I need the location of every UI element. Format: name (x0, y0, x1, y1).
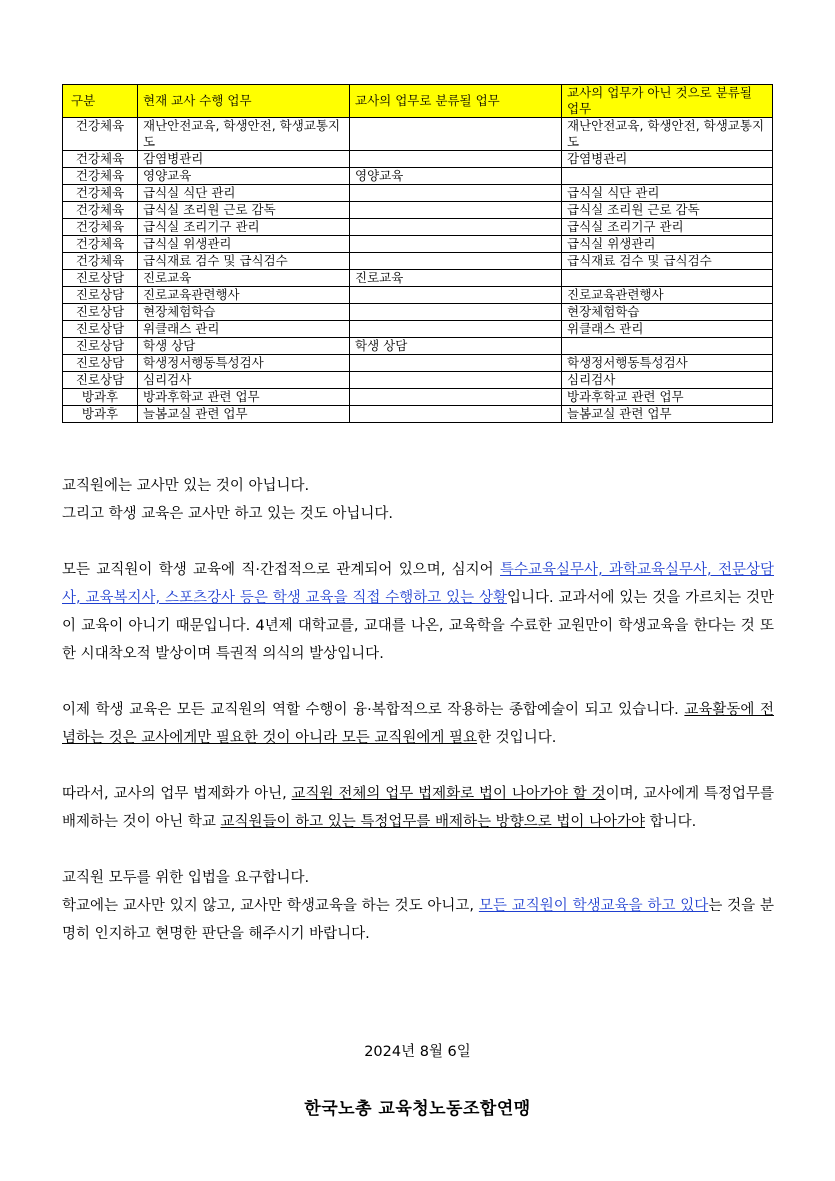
cell-current-duty: 급식실 위생관리 (138, 236, 350, 253)
text-segment: 한 것입니다. (477, 730, 557, 746)
table-row (63, 236, 773, 253)
cell-current-duty: 현장체험학습 (138, 304, 350, 321)
header-current-duties: 현재 교사 수행 업무 (138, 85, 350, 118)
cell-current-duty: 학생정서행동특성검사 (138, 355, 350, 372)
text-line: 교직원에는 교사만 있는 것이 아닙니다. (62, 478, 310, 494)
cell-teacher-duty (350, 406, 562, 423)
organization-name: 한국노총 교육청노동조합연맹 (304, 1099, 531, 1119)
cell-current-duty: 진로교육 (138, 270, 350, 287)
highlight-all-staff: 모든 교직원이 학생교육을 하고 있다 (478, 898, 709, 914)
cell-teacher-duty: 학생 상담 (350, 338, 562, 355)
table-row (63, 185, 773, 202)
paragraph-intro (62, 472, 774, 528)
table-row (63, 118, 773, 151)
cell-non-teacher-duty: 진로교육관련행사 (562, 287, 773, 304)
cell-non-teacher-duty: 심리검사 (562, 372, 773, 389)
cell-non-teacher-duty: 급식재료 검수 및 급식검수 (562, 253, 773, 270)
cell-category: 건강체육 (63, 151, 138, 168)
cell-non-teacher-duty: 학생정서행동특성검사 (562, 355, 773, 372)
cell-category: 진로상담 (63, 372, 138, 389)
cell-current-duty: 재난안전교육, 학생안전, 학생교통지도 (138, 118, 350, 151)
cell-teacher-duty (350, 202, 562, 219)
cell-current-duty: 방과후학교 관련 업무 (138, 389, 350, 406)
table-row (63, 270, 773, 287)
cell-category: 진로상담 (63, 321, 138, 338)
table-row (63, 287, 773, 304)
cell-non-teacher-duty: 방과후학교 관련 업무 (562, 389, 773, 406)
cell-teacher-duty: 영양교육 (350, 168, 562, 185)
cell-teacher-duty (350, 355, 562, 372)
table-header-row (63, 85, 773, 118)
cell-current-duty: 심리검사 (138, 372, 350, 389)
cell-current-duty: 급식재료 검수 및 급식검수 (138, 253, 350, 270)
table-row (63, 321, 773, 338)
paragraph-legislation (62, 780, 774, 836)
cell-teacher-duty (350, 304, 562, 321)
cell-teacher-duty (350, 372, 562, 389)
table-row (63, 372, 773, 389)
cell-current-duty: 늘봄교실 관련 업무 (138, 406, 350, 423)
cell-category: 건강체육 (63, 219, 138, 236)
cell-teacher-duty (350, 253, 562, 270)
cell-category: 건강체육 (63, 185, 138, 202)
text-segment: 합니다. (644, 814, 697, 830)
underlined-emphasis: 교직원들이 하고 있는 특정업무를 배제하는 방향으로 법이 나아가야 (220, 814, 645, 830)
cell-teacher-duty (350, 151, 562, 168)
cell-teacher-duty (350, 185, 562, 202)
text-segment: 는 것을 분명히 인지하고 현명한 판단을 해주시기 바랍니다. (62, 898, 775, 942)
cell-category: 진로상담 (63, 304, 138, 321)
cell-current-duty: 학생 상담 (138, 338, 350, 355)
header-category: 구분 (63, 85, 138, 118)
table-row (63, 406, 773, 423)
cell-category: 방과후 (63, 389, 138, 406)
cell-non-teacher-duty: 위클래스 관리 (562, 321, 773, 338)
text-segment: 따라서, 교사의 업무 법제화가 아닌, (62, 786, 292, 802)
table-row (63, 304, 773, 321)
cell-current-duty: 진로교육관련행사 (138, 287, 350, 304)
cell-non-teacher-duty: 급식실 조리원 근로 감독 (562, 202, 773, 219)
text-line: 그리고 학생 교육은 교사만 하고 있는 것도 아닙니다. (62, 506, 394, 522)
cell-current-duty: 영양교육 (138, 168, 350, 185)
cell-category: 진로상담 (63, 287, 138, 304)
text-segment: 모든 교직원이 학생 교육에 직·간접적으로 관계되어 있으며, 심지어 (62, 562, 501, 578)
cell-current-duty: 급식실 조리기구 관리 (138, 219, 350, 236)
statement-body (62, 472, 774, 948)
table-row (63, 151, 773, 168)
cell-non-teacher-duty: 급식실 식단 관리 (562, 185, 773, 202)
cell-teacher-duty: 진로교육 (350, 270, 562, 287)
text-segment: 이며, 교사에게 특정업무를 배제하는 것이 아닌 학교 (62, 786, 774, 830)
underlined-emphasis: 교육활동에 전념하는 것은 교사에게만 필요한 것이 아니라 모든 교직원에게 필요 (62, 702, 774, 746)
underlined-emphasis: 교직원 전체의 업무 법제화로 법이 나아가야 할 것 (291, 786, 606, 802)
header-teacher-duties: 교사의 업무로 분류될 업무 (350, 85, 562, 118)
cell-teacher-duty (350, 118, 562, 151)
cell-teacher-duty (350, 287, 562, 304)
cell-category: 건강체육 (63, 118, 138, 151)
table-row (63, 355, 773, 372)
cell-category: 건강체육 (63, 168, 138, 185)
cell-current-duty: 급식실 조리원 근로 감독 (138, 202, 350, 219)
cell-category: 방과후 (63, 406, 138, 423)
text-segment: 이제 학생 교육은 모든 교직원의 역할 수행이 융·복합적으로 작용하는 종합예술이 되고 있습니다. (62, 702, 685, 718)
cell-category: 진로상담 (63, 338, 138, 355)
table-row (63, 389, 773, 406)
table-row (63, 219, 773, 236)
document-date: 2024년 8월 6일 (364, 1044, 471, 1060)
cell-non-teacher-duty (562, 168, 773, 185)
cell-non-teacher-duty: 감염병관리 (562, 151, 773, 168)
cell-non-teacher-duty: 현장체험학습 (562, 304, 773, 321)
cell-category: 건강체육 (63, 202, 138, 219)
text-line: 교직원 모두를 위한 입법을 요구합니다. (62, 870, 310, 886)
cell-category: 진로상담 (63, 270, 138, 287)
table-row (63, 202, 773, 219)
table-row (63, 168, 773, 185)
cell-teacher-duty (350, 219, 562, 236)
cell-non-teacher-duty: 급식실 위생관리 (562, 236, 773, 253)
table-row (63, 338, 773, 355)
cell-non-teacher-duty: 늘봄교실 관련 업무 (562, 406, 773, 423)
cell-teacher-duty (350, 389, 562, 406)
cell-current-duty: 감염병관리 (138, 151, 350, 168)
cell-category: 진로상담 (63, 355, 138, 372)
cell-current-duty: 위클래스 관리 (138, 321, 350, 338)
cell-non-teacher-duty (562, 338, 773, 355)
paragraph-integrated-art (62, 696, 774, 752)
cell-current-duty: 급식실 식단 관리 (138, 185, 350, 202)
paragraph-staff-education (62, 556, 774, 668)
highlight-staff-list: 특수교육실무사, 과학교육실무사, 전문상담사, 교육복지사, 스포츠강사 등은 학생 교육을 직접 수행하고 있는 상황 (62, 562, 775, 606)
cell-non-teacher-duty: 급식실 조리기구 관리 (562, 219, 773, 236)
duty-classification-table (62, 84, 773, 423)
cell-teacher-duty (350, 236, 562, 253)
header-non-teacher-duties: 교사의 업무가 아닌 것으로 분류될 업무 (562, 85, 773, 118)
cell-non-teacher-duty: 재난안전교육, 학생안전, 학생교통지도 (562, 118, 773, 151)
cell-teacher-duty (350, 321, 562, 338)
table-body (63, 118, 773, 423)
paragraph-request (62, 864, 774, 948)
cell-category: 건강체육 (63, 253, 138, 270)
table-row (63, 253, 773, 270)
text-segment: 입니다. 교과서에 있는 것을 가르치는 것만이 교육이 아니기 때문입니다. 4년제 대학교를, 교대를 나온, 교육학을 수료한 교원만이 학생교육을 한다는 것 또한 시대착오적 발상이며 특권적 의식의 발상입니다. (62, 590, 774, 662)
text-segment: 학교에는 교사만 있지 않고, 교사만 학생교육을 하는 것도 아니고, (62, 898, 479, 914)
cell-non-teacher-duty (562, 270, 773, 287)
cell-category: 건강체육 (63, 236, 138, 253)
